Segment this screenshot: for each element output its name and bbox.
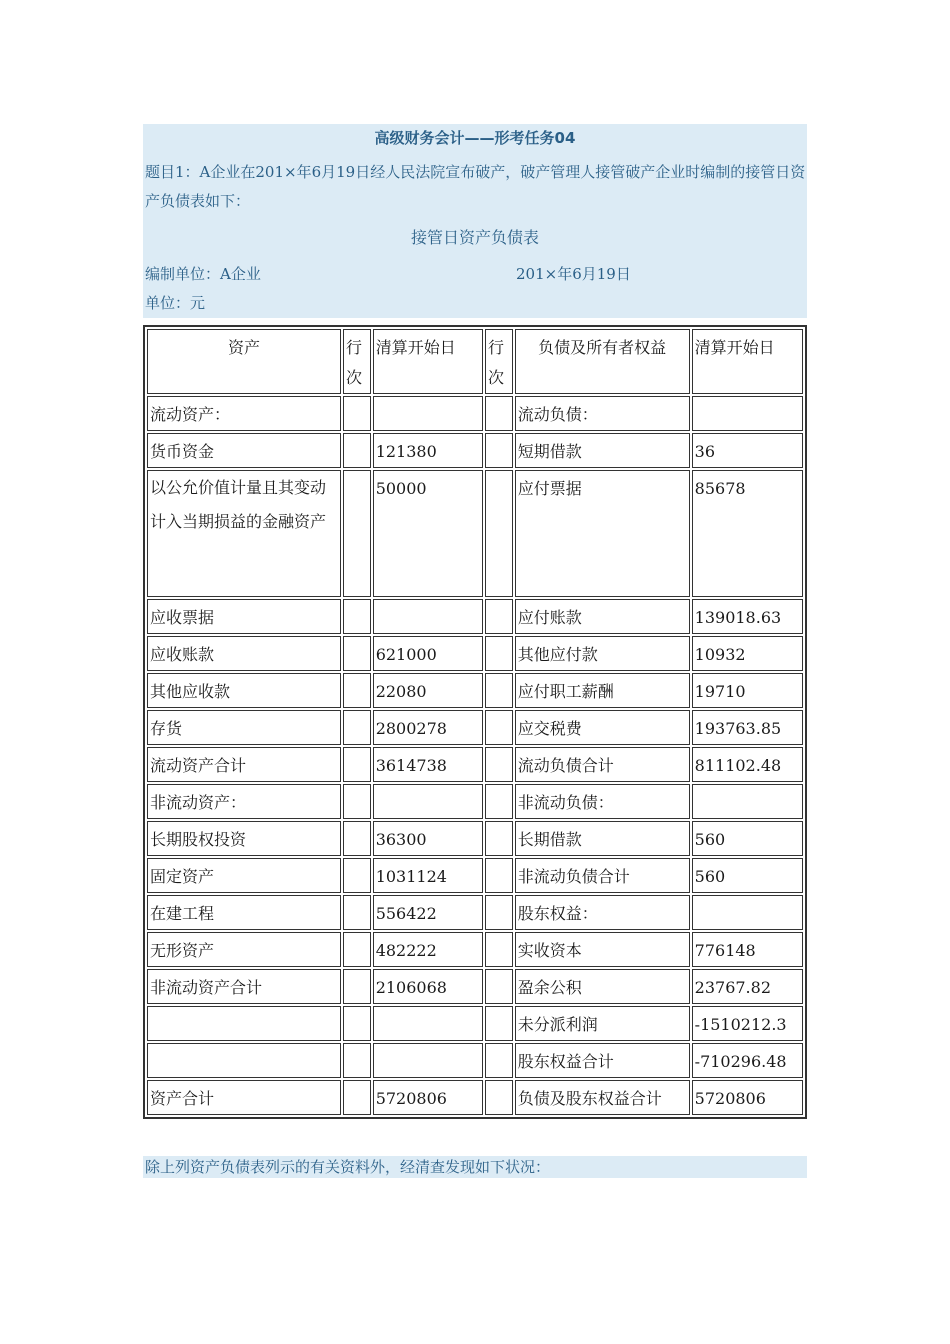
asset-line-cell <box>343 710 371 745</box>
liab-name-cell: 盈余公积 <box>515 969 690 1004</box>
asset-name-cell: 流动资产： <box>147 396 341 431</box>
asset-value-cell <box>373 1006 483 1041</box>
asset-value-cell: 482222 <box>373 932 483 967</box>
liab-name-cell: 应付职工薪酬 <box>515 673 690 708</box>
header-asset: 资产 <box>147 329 341 394</box>
asset-line-cell <box>343 1043 371 1078</box>
question-text: 题目1：A企业在201×年6月19日经人民法院宣布破产，破产管理人接管破产企业时编制的接管日资产负债表如下： <box>143 158 807 216</box>
asset-value-cell: 36300 <box>373 821 483 856</box>
table-row <box>147 821 803 856</box>
table-row <box>147 673 803 708</box>
asset-line-cell <box>343 1080 371 1115</box>
header-liabilities-equity: 负债及所有者权益 <box>515 329 690 394</box>
liab-line-cell <box>485 969 513 1004</box>
asset-value-cell: 621000 <box>373 636 483 671</box>
liab-name-cell: 非流动负债合计 <box>515 858 690 893</box>
table-row <box>147 932 803 967</box>
asset-name-line: 以公允价值计量且其变动 <box>150 478 327 497</box>
asset-value-cell: 2800278 <box>373 710 483 745</box>
header-line-no: 行次 <box>485 329 513 394</box>
asset-line-cell <box>343 396 371 431</box>
liab-line-cell <box>485 1006 513 1041</box>
balance-sheet-table <box>143 325 807 1119</box>
asset-name-cell: 应收票据 <box>147 599 341 634</box>
liab-line-cell <box>485 858 513 893</box>
asset-value-cell: 22080 <box>373 673 483 708</box>
asset-value-cell: 556422 <box>373 895 483 930</box>
asset-value-cell <box>373 784 483 819</box>
asset-value-cell <box>373 396 483 431</box>
asset-line-cell <box>343 784 371 819</box>
unit-row <box>143 289 807 318</box>
table-row <box>147 1043 803 1078</box>
report-date: 201×年6月19日 <box>516 265 631 283</box>
liab-name-cell: 应付账款 <box>515 599 690 634</box>
asset-value-cell: 1031124 <box>373 858 483 893</box>
table-row <box>147 747 803 782</box>
liab-line-cell <box>485 784 513 819</box>
liab-name-cell: 长期借款 <box>515 821 690 856</box>
asset-value-cell: 3614738 <box>373 747 483 782</box>
asset-line-cell <box>343 932 371 967</box>
liab-value-cell: -1510212.3 <box>692 1006 803 1041</box>
liab-value-cell: 19710 <box>692 673 803 708</box>
liab-value-cell: 36 <box>692 433 803 468</box>
header-line-no: 行次 <box>343 329 371 394</box>
asset-line-cell <box>343 433 371 468</box>
liab-line-cell <box>485 821 513 856</box>
asset-name-cell: 无形资产 <box>147 932 341 967</box>
prepared-by: 编制单位：A企业 <box>145 265 261 283</box>
liab-line-cell <box>485 1080 513 1115</box>
table-header-row <box>147 329 803 394</box>
asset-name-cell: 货币资金 <box>147 433 341 468</box>
liab-value-cell <box>692 895 803 930</box>
header-liquidation-start: 清算开始日 <box>373 329 483 394</box>
liab-value-cell: 5720806 <box>692 1080 803 1115</box>
table-row <box>147 784 803 819</box>
liab-line-cell <box>485 433 513 468</box>
liab-name-cell: 股东权益合计 <box>515 1043 690 1078</box>
asset-value-cell: 2106068 <box>373 969 483 1004</box>
asset-name-cell: 在建工程 <box>147 895 341 930</box>
asset-line-cell <box>343 747 371 782</box>
liab-name-cell: 负债及股东权益合计 <box>515 1080 690 1115</box>
liab-value-cell: 10932 <box>692 636 803 671</box>
liab-name-cell: 股东权益： <box>515 895 690 930</box>
asset-value-cell: 121380 <box>373 433 483 468</box>
asset-name-cell: 应收账款 <box>147 636 341 671</box>
liab-name-cell: 应付票据 <box>515 470 690 597</box>
liab-line-cell <box>485 636 513 671</box>
table-row <box>147 969 803 1004</box>
liab-line-cell <box>485 747 513 782</box>
asset-line-cell <box>343 858 371 893</box>
asset-name-cell: 其他应收款 <box>147 673 341 708</box>
table-title: 接管日资产负债表 <box>143 216 807 260</box>
table-row <box>147 636 803 671</box>
liab-line-cell <box>485 470 513 597</box>
asset-line-cell <box>343 673 371 708</box>
asset-line-cell <box>343 1006 371 1041</box>
liab-value-cell: -710296.48 <box>692 1043 803 1078</box>
liab-value-cell <box>692 784 803 819</box>
asset-name-cell <box>147 1006 341 1041</box>
asset-name-cell: 非流动资产合计 <box>147 969 341 1004</box>
asset-line-cell <box>343 470 371 597</box>
liab-line-cell <box>485 932 513 967</box>
liab-name-cell: 流动负债： <box>515 396 690 431</box>
liab-line-cell <box>485 599 513 634</box>
asset-name-cell: 存货 <box>147 710 341 745</box>
table-row <box>147 599 803 634</box>
liab-name-cell: 实收资本 <box>515 932 690 967</box>
asset-line-cell <box>343 895 371 930</box>
liab-value-cell: 776148 <box>692 932 803 967</box>
liab-value-cell: 560 <box>692 821 803 856</box>
liab-value-cell: 560 <box>692 858 803 893</box>
unit-label: 单位：元 <box>145 294 206 312</box>
asset-line-cell <box>343 821 371 856</box>
liab-name-cell: 其他应付款 <box>515 636 690 671</box>
asset-name-cell: 流动资产合计 <box>147 747 341 782</box>
liab-value-cell: 85678 <box>692 470 803 597</box>
asset-name-cell: 长期股权投资 <box>147 821 341 856</box>
table-row <box>147 895 803 930</box>
liab-value-cell: 193763.85 <box>692 710 803 745</box>
table-meta-row <box>143 260 807 289</box>
asset-value-cell <box>373 599 483 634</box>
liab-line-cell <box>485 1043 513 1078</box>
liab-value-cell: 23767.82 <box>692 969 803 1004</box>
asset-name-line: 计入当期损益的金融资产 <box>150 512 327 531</box>
liab-name-cell: 应交税费 <box>515 710 690 745</box>
table-row <box>147 470 803 597</box>
asset-name-cell: 固定资产 <box>147 858 341 893</box>
asset-name-cell <box>147 1043 341 1078</box>
asset-name-cell <box>147 470 341 597</box>
header-liquidation-start: 清算开始日 <box>692 329 803 394</box>
asset-name-cell: 资产合计 <box>147 1080 341 1115</box>
liab-name-cell: 非流动负债： <box>515 784 690 819</box>
asset-name-cell: 非流动资产： <box>147 784 341 819</box>
asset-value-cell <box>373 1043 483 1078</box>
liab-line-cell <box>485 673 513 708</box>
asset-line-cell <box>343 599 371 634</box>
asset-value-cell: 5720806 <box>373 1080 483 1115</box>
liab-value-cell <box>692 396 803 431</box>
table-row <box>147 1006 803 1041</box>
table-row <box>147 858 803 893</box>
asset-line-cell <box>343 636 371 671</box>
liab-line-cell <box>485 396 513 431</box>
document-title: 高级财务会计——形考任务04 <box>143 124 807 158</box>
table-row <box>147 433 803 468</box>
asset-line-cell <box>343 969 371 1004</box>
liab-line-cell <box>485 895 513 930</box>
liab-name-cell: 短期借款 <box>515 433 690 468</box>
table-row <box>147 1080 803 1115</box>
liab-name-cell: 流动负债合计 <box>515 747 690 782</box>
table-row <box>147 710 803 745</box>
table-row <box>147 396 803 431</box>
asset-value-cell: 50000 <box>373 470 483 597</box>
liab-value-cell: 139018.63 <box>692 599 803 634</box>
liab-name-cell: 未分派利润 <box>515 1006 690 1041</box>
liab-line-cell <box>485 710 513 745</box>
liab-value-cell: 811102.48 <box>692 747 803 782</box>
footer-note: 除上列资产负债表列示的有关资料外，经清查发现如下状况： <box>143 1156 807 1178</box>
